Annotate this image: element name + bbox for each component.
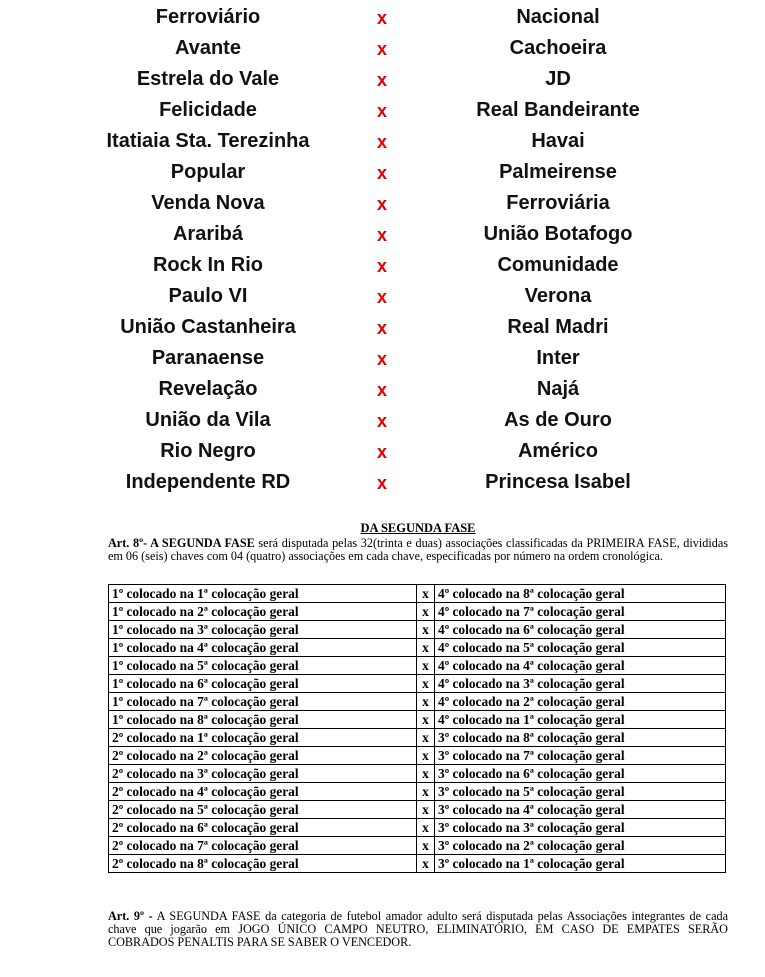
match-row	[0, 219, 765, 250]
pairing-vs-cell: x	[417, 621, 435, 639]
pairing-left-cell: 1º colocado na 7ª colocação geral	[109, 693, 417, 711]
table-row	[109, 729, 726, 747]
match-row	[0, 281, 765, 312]
pairing-vs-cell: x	[417, 747, 435, 765]
pairing-right-cell: 4º colocado na 2ª colocação geral	[435, 693, 726, 711]
pairing-left-cell: 2º colocado na 7ª colocação geral	[109, 837, 417, 855]
match-row	[0, 95, 765, 126]
table-row	[109, 693, 726, 711]
versus-mark: x	[376, 411, 387, 431]
match-row	[0, 312, 765, 343]
pairing-right-cell: 3º colocado na 3ª colocação geral	[435, 819, 726, 837]
table-row	[109, 783, 726, 801]
versus-mark: x	[376, 318, 387, 338]
table-row	[109, 711, 726, 729]
home-team: Ferroviário	[155, 6, 261, 28]
match-row	[0, 250, 765, 281]
away-team: JD	[545, 68, 571, 90]
home-team: Paulo VI	[168, 285, 248, 307]
home-team: Popular	[170, 161, 246, 183]
match-row	[0, 405, 765, 436]
versus-mark: x	[376, 256, 387, 276]
second-phase-pairing-table	[108, 584, 726, 873]
home-team: Estrela do Vale	[136, 68, 280, 90]
pairing-right-cell: 3º colocado na 4ª colocação geral	[435, 801, 726, 819]
match-row	[0, 188, 765, 219]
pairing-vs-cell: x	[417, 837, 435, 855]
table-row	[109, 585, 726, 603]
versus-mark: x	[376, 473, 387, 493]
pairing-right-cell: 4º colocado na 4ª colocação geral	[435, 657, 726, 675]
pairing-vs-cell: x	[417, 783, 435, 801]
home-team: Araribá	[172, 223, 244, 245]
match-row	[0, 374, 765, 405]
table-row	[109, 675, 726, 693]
away-team: Cachoeira	[509, 37, 607, 59]
pairing-right-cell: 3º colocado na 7ª colocação geral	[435, 747, 726, 765]
pairing-left-cell: 2º colocado na 2ª colocação geral	[109, 747, 417, 765]
pairing-left-cell: 2º colocado na 3ª colocação geral	[109, 765, 417, 783]
table-row	[109, 657, 726, 675]
away-team: Inter	[536, 347, 580, 369]
pairing-vs-cell: x	[417, 657, 435, 675]
away-team: Real Madri	[507, 316, 609, 338]
away-team: Nacional	[516, 6, 600, 28]
pairing-right-cell: 4º colocado na 6ª colocação geral	[435, 621, 726, 639]
away-team: Princesa Isabel	[485, 471, 631, 493]
pairing-left-cell: 1º colocado na 6ª colocação geral	[109, 675, 417, 693]
table-row	[109, 837, 726, 855]
versus-mark: x	[376, 380, 387, 400]
away-team: Américo	[517, 440, 599, 462]
pairing-vs-cell: x	[417, 819, 435, 837]
pairing-vs-cell: x	[417, 675, 435, 693]
article-9-label: Art. 9º -	[108, 909, 153, 923]
pairing-left-cell: 2º colocado na 5ª colocação geral	[109, 801, 417, 819]
home-team: Venda Nova	[151, 192, 265, 214]
table-row	[109, 621, 726, 639]
away-team: Comunidade	[497, 254, 619, 276]
table-row	[109, 765, 726, 783]
pairing-right-cell: 3º colocado na 5ª colocação geral	[435, 783, 726, 801]
pairing-right-cell: 3º colocado na 6ª colocação geral	[435, 765, 726, 783]
table-row	[109, 747, 726, 765]
pairing-right-cell: 4º colocado na 5ª colocação geral	[435, 639, 726, 657]
pairing-right-cell: 3º colocado na 1ª colocação geral	[435, 855, 726, 873]
pairing-right-cell: 4º colocado na 3ª colocação geral	[435, 675, 726, 693]
away-team: Palmeirense	[499, 161, 617, 183]
pairing-right-cell: 4º colocado na 8ª colocação geral	[435, 585, 726, 603]
table-row	[109, 639, 726, 657]
away-team: As de Ouro	[504, 409, 612, 431]
home-team: Independente RD	[125, 471, 291, 493]
away-team: Najá	[536, 378, 580, 400]
versus-mark: x	[376, 70, 387, 90]
pairing-vs-cell: x	[417, 855, 435, 873]
pairing-left-cell: 2º colocado na 6ª colocação geral	[109, 819, 417, 837]
match-row	[0, 436, 765, 467]
versus-mark: x	[376, 194, 387, 214]
home-team: Rio Negro	[160, 440, 256, 462]
match-row	[0, 157, 765, 188]
table-row	[109, 801, 726, 819]
away-team: União Botafogo	[483, 223, 633, 245]
table-row	[109, 855, 726, 873]
pairing-vs-cell: x	[417, 711, 435, 729]
article-8	[108, 537, 728, 563]
away-team: Verona	[524, 285, 592, 307]
pairing-left-cell: 2º colocado na 8ª colocação geral	[109, 855, 417, 873]
pairing-left-cell: 2º colocado na 1ª colocação geral	[109, 729, 417, 747]
article-9	[108, 910, 728, 949]
pairing-vs-cell: x	[417, 693, 435, 711]
versus-mark: x	[376, 163, 387, 183]
section-title: DA SEGUNDA FASE	[360, 521, 476, 535]
match-row	[0, 2, 765, 33]
home-team: Felicidade	[159, 99, 257, 121]
article-9-text: A SEGUNDA FASE da categoria de futebol amador adulto será disputada pelas Associações integrantes de cada chave que jogarão em JOGO ÚNICO CAMPO NEUTRO, ELIMINATÓRIO, EM CASO DE EMPATES SERÃO COBRADOS PENALTIS PARA SE SABER O VENCEDOR.	[108, 909, 728, 949]
pairing-left-cell: 1º colocado na 3ª colocação geral	[109, 621, 417, 639]
article-8-label: Art. 8º- A SEGUNDA FASE	[108, 536, 255, 550]
away-team: Ferroviária	[506, 192, 610, 214]
match-row	[0, 467, 765, 498]
article-8-text: será disputada pelas 32(trinta e duas) associações classificadas da PRIMEIRA FASE, divididas em 06 (seis) chaves com 04 (quatro) associações em cada chave, especificadas por número na ordem cronológica.	[108, 536, 728, 563]
pairing-left-cell: 1º colocado na 1ª colocação geral	[109, 585, 417, 603]
versus-mark: x	[376, 39, 387, 59]
pairing-right-cell: 3º colocado na 8ª colocação geral	[435, 729, 726, 747]
match-row	[0, 33, 765, 64]
pairing-right-cell: 4º colocado na 7ª colocação geral	[435, 603, 726, 621]
table-row	[109, 819, 726, 837]
away-team: Havai	[531, 130, 585, 152]
pairing-vs-cell: x	[417, 639, 435, 657]
match-row	[0, 343, 765, 374]
pairing-vs-cell: x	[417, 801, 435, 819]
versus-mark: x	[376, 132, 387, 152]
versus-mark: x	[376, 349, 387, 369]
pairing-vs-cell: x	[417, 585, 435, 603]
pairing-right-cell: 4º colocado na 1ª colocação geral	[435, 711, 726, 729]
table-row	[109, 603, 726, 621]
pairing-left-cell: 1º colocado na 5ª colocação geral	[109, 657, 417, 675]
pairing-left-cell: 1º colocado na 4ª colocação geral	[109, 639, 417, 657]
pairing-left-cell: 2º colocado na 4ª colocação geral	[109, 783, 417, 801]
home-team: Paranaense	[151, 347, 265, 369]
versus-mark: x	[376, 8, 387, 28]
pairing-vs-cell: x	[417, 603, 435, 621]
versus-mark: x	[376, 287, 387, 307]
home-team: União Castanheira	[120, 316, 296, 338]
home-team: Rock In Rio	[152, 254, 263, 276]
away-team: Real Bandeirante	[476, 99, 640, 121]
pairing-left-cell: 1º colocado na 2ª colocação geral	[109, 603, 417, 621]
versus-mark: x	[376, 442, 387, 462]
pairing-vs-cell: x	[417, 765, 435, 783]
home-team: União da Vila	[145, 409, 271, 431]
versus-mark: x	[376, 225, 387, 245]
versus-mark: x	[376, 101, 387, 121]
pairing-right-cell: 3º colocado na 2ª colocação geral	[435, 837, 726, 855]
match-row	[0, 64, 765, 95]
pairing-left-cell: 1º colocado na 8ª colocação geral	[109, 711, 417, 729]
home-team: Revelação	[158, 378, 258, 400]
pairing-vs-cell: x	[417, 729, 435, 747]
home-team: Itatiaia Sta. Terezinha	[106, 130, 310, 152]
home-team: Avante	[175, 37, 241, 59]
match-row	[0, 126, 765, 157]
